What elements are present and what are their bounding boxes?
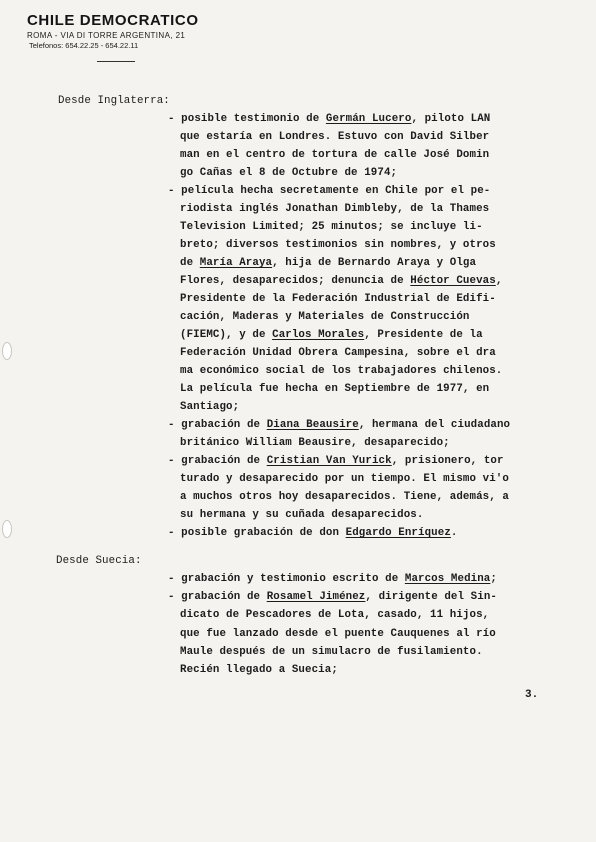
text-run: Television Limited; 25 minutos; se incluye li- (180, 221, 483, 233)
text-line (180, 665, 338, 676)
text-line (180, 150, 489, 161)
text-line (180, 629, 496, 640)
text-run: a muchos otros hoy desaparecidos. Tiene, además, a (180, 491, 509, 503)
text-run: Recién llegado a Suecia; (180, 664, 338, 676)
text-line (180, 510, 423, 521)
text-run: que fue lanzado desde el puente Cauquenes al río (180, 627, 496, 640)
underlined-name: Marcos Medina (404, 573, 491, 585)
text-run: , piloto LAN (411, 113, 491, 125)
text-run: riodista inglés Jonathan Dimbleby, de la Thames (180, 203, 490, 215)
text-run: - posible testimonio de (168, 113, 326, 125)
text-line (168, 528, 458, 539)
text-line (168, 574, 497, 585)
text-run: turado y desaparecido por un tiempo. El mismo vi'o (180, 473, 509, 485)
text-run: (FIEMC), y de (180, 329, 273, 341)
text-run: Flores, desaparecidos; denuncia de (180, 275, 411, 287)
letterhead (27, 12, 199, 50)
text-run: , prisionero, tor (391, 455, 504, 467)
text-run: Santiago; (180, 401, 240, 413)
text-run: - grabación y testimonio escrito de (168, 573, 405, 585)
text-run: , hermana del ciudadano (358, 419, 511, 431)
text-line (180, 492, 509, 503)
text-run: . (450, 527, 458, 539)
underlined-name: Diana Beausire (266, 419, 359, 431)
text-run: Federación Unidad Obrera Campesina, sobre el dra (180, 347, 496, 359)
text-run: - grabación de (168, 419, 267, 431)
text-line (180, 312, 469, 323)
underlined-name: Cristian Van Yurick (266, 455, 392, 467)
text-line (168, 420, 510, 431)
text-line (180, 330, 483, 341)
text-line (180, 438, 450, 449)
text-line (180, 258, 476, 269)
text-line (168, 114, 490, 125)
text-run: que estaría en Londres. Estuvo con David Silber (180, 131, 490, 143)
text-line (180, 366, 502, 377)
text-line (168, 186, 490, 197)
text-run: de (180, 257, 200, 269)
text-line (180, 294, 496, 305)
text-run: cación, Maderas y Materiales de Construcción (180, 311, 470, 323)
text-line (180, 384, 489, 395)
text-run: La película fue hecha en Septiembre de 1977, en (180, 383, 490, 395)
section-heading: Desde Inglaterra: (58, 95, 170, 107)
text-run: - película hecha secretamente en Chile por el pe- (168, 185, 491, 197)
text-run: - posible grabación de don (168, 527, 346, 539)
text-line (180, 474, 509, 485)
organization-name: CHILE DEMOCRATICO (27, 12, 199, 29)
text-line (180, 276, 502, 287)
text-line (168, 456, 504, 467)
underlined-name: Edgardo Enríquez (345, 527, 451, 539)
text-run: ; (490, 573, 497, 585)
text-run: , dirigente del Sin- (365, 591, 497, 604)
text-run: - grabación de (168, 591, 267, 604)
underlined-name: Héctor Cuevas (410, 275, 496, 287)
text-run: británico William Beausire, desaparecido; (180, 437, 450, 449)
text-run: , hija de Bernardo Araya y Olga (272, 257, 477, 269)
text-line (180, 240, 496, 251)
organization-address: ROMA - VIA DI TORRE ARGENTINA, 21 (27, 31, 186, 40)
text-line (180, 610, 489, 621)
text-line (180, 222, 483, 233)
page-number: 3. (525, 689, 539, 701)
text-line (180, 168, 397, 179)
text-run: go Cañas el 8 de Octubre de 1974; (180, 167, 398, 179)
text-run: Maule después de un simulacro de fusilamiento. (180, 645, 483, 658)
punch-hole-bottom (2, 520, 12, 538)
text-run: su hermana y su cuñada desaparecidos. (180, 509, 424, 521)
text-line (180, 348, 496, 359)
underlined-name: Carlos Morales (272, 329, 365, 341)
underlined-name: Rosamel Jiménez (266, 591, 366, 604)
text-run: , Presidente de la (364, 329, 483, 341)
text-run: man en el centro de tortura de calle José Domin (180, 149, 490, 161)
text-line (180, 204, 489, 215)
text-line (180, 132, 489, 143)
text-run: , (495, 275, 503, 287)
organization-phones: Telefonos: 654.22.25 - 654.22.11 (29, 41, 139, 50)
text-run: breto; diversos testimonios sin nombres, y otros (180, 239, 496, 251)
text-run: - grabación de (168, 455, 267, 467)
text-line (168, 592, 497, 603)
text-line (180, 402, 239, 413)
text-run: Presidente de la Federación Industrial de Edifi- (180, 293, 496, 305)
text-run: dicato de Pescadores de Lota, casado, 11 hijos, (180, 609, 490, 622)
punch-hole-top (2, 342, 12, 360)
letterhead-rule (97, 61, 135, 62)
underlined-name: Germán Lucero (325, 113, 412, 125)
underlined-name: María Araya (199, 257, 273, 269)
section-heading: Desde Suecia: (56, 555, 142, 567)
text-run: ma económico social de los trabajadores chilenos. (180, 365, 503, 377)
text-line (180, 647, 483, 658)
